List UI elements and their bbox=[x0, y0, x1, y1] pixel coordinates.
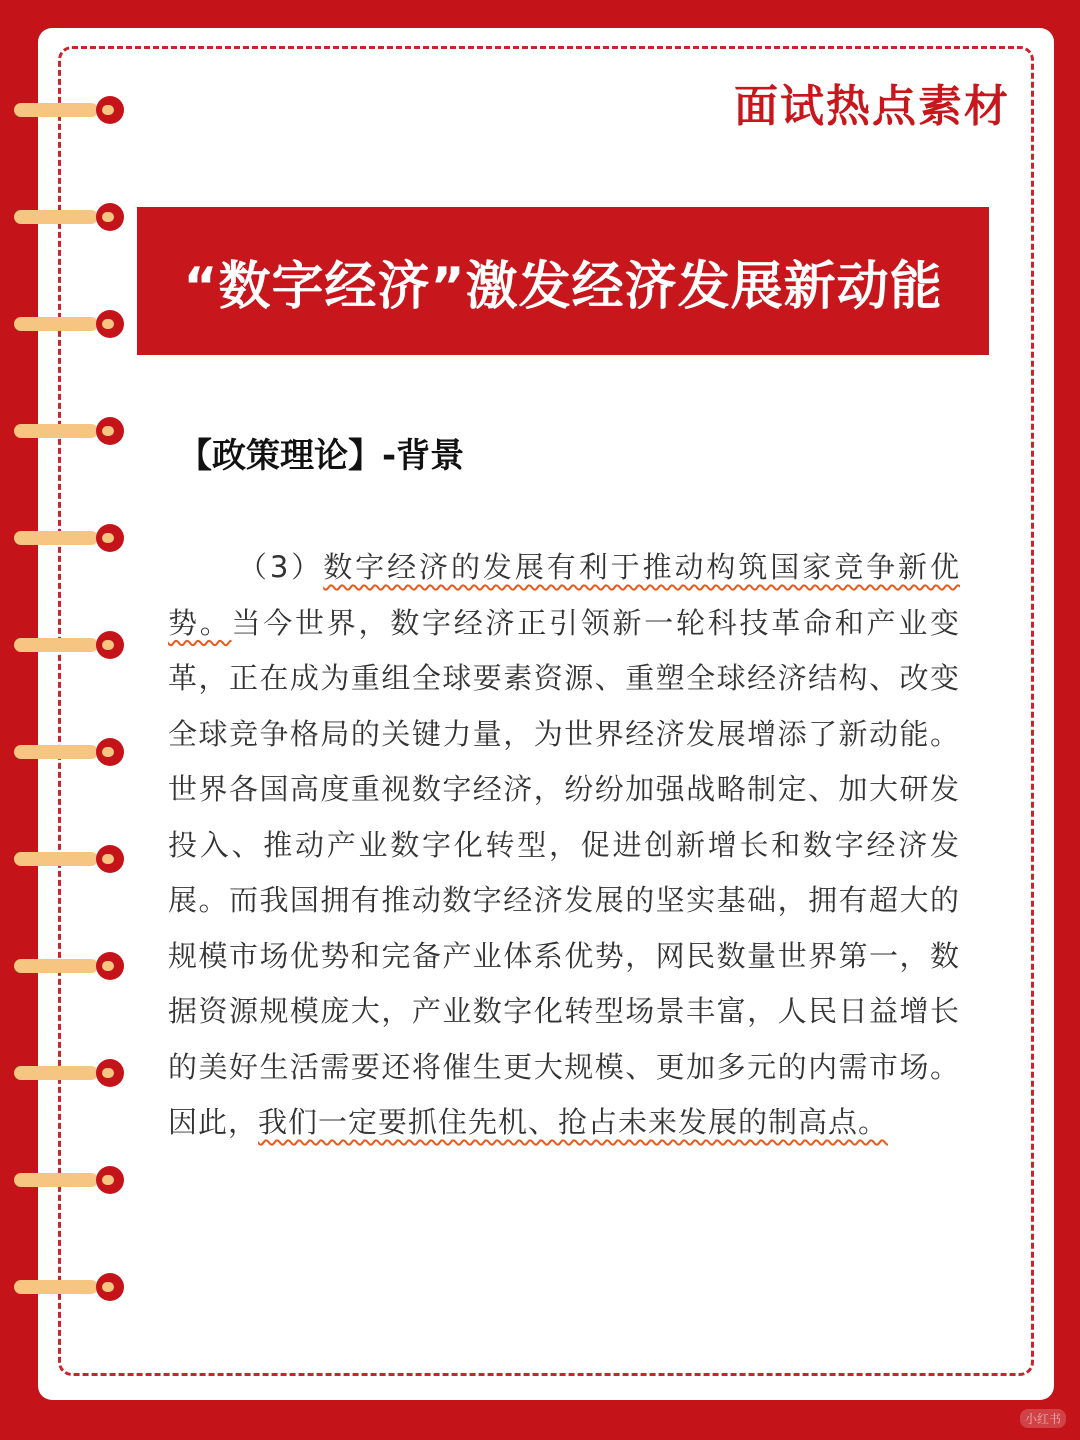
page-title: “数字经济”激发经济发展新动能 bbox=[183, 256, 943, 317]
binder-ring-icon bbox=[14, 95, 114, 125]
binder-ring-icon bbox=[14, 1058, 114, 1088]
binder-ring-icon bbox=[14, 951, 114, 981]
binder-ring-icon bbox=[14, 737, 114, 767]
highlight-end: 我们一定要抓住先机、抢占未来发展的制高点。 bbox=[258, 1105, 889, 1139]
section-heading: 【政策理论】-背景 bbox=[178, 436, 465, 476]
header-tag: 面试热点素材 bbox=[734, 81, 1010, 132]
title-banner bbox=[137, 207, 989, 355]
binder-ring-icon bbox=[14, 844, 114, 874]
paragraph-prefix: （3） bbox=[236, 550, 324, 584]
binder-ring-icon bbox=[14, 1272, 114, 1302]
binder-ring-icon bbox=[14, 416, 114, 446]
binder-ring-icon bbox=[14, 309, 114, 339]
binder-ring-icon bbox=[14, 630, 114, 660]
paragraph-body: 当今世界，数字经济正引领新一轮科技革命和产业变革，正在成为重组全球要素资源、重塑全球经济结构、改变全球竞争格局的关键力量，为世界经济发展增添了新动能。世界各国高度重视数字经济，纷纷加强战略制定、加大研发投入、推动产业数字化转型，促进创新增长和数字经济发展。而我国拥有推动数字经济发展的坚实基础，拥有超大的规模市场优势和完备产业体系优势，网民数量世界第一，数据资源规模庞大，产业数字化转型场景丰富，人民日益增长的美好生活需要还将催生更大规模、更加多元的内需市场。因此， bbox=[168, 605, 960, 1139]
watermark-logo: 小红书 bbox=[1020, 1409, 1066, 1428]
highlight-start: 数字经济的发展有利于推动构筑国家竞争新优势。 bbox=[168, 550, 960, 640]
binder-ring-icon bbox=[14, 523, 114, 553]
body-paragraph bbox=[168, 540, 960, 1151]
binder-ring-icon bbox=[14, 202, 114, 232]
binder-ring-icon bbox=[14, 1165, 114, 1195]
